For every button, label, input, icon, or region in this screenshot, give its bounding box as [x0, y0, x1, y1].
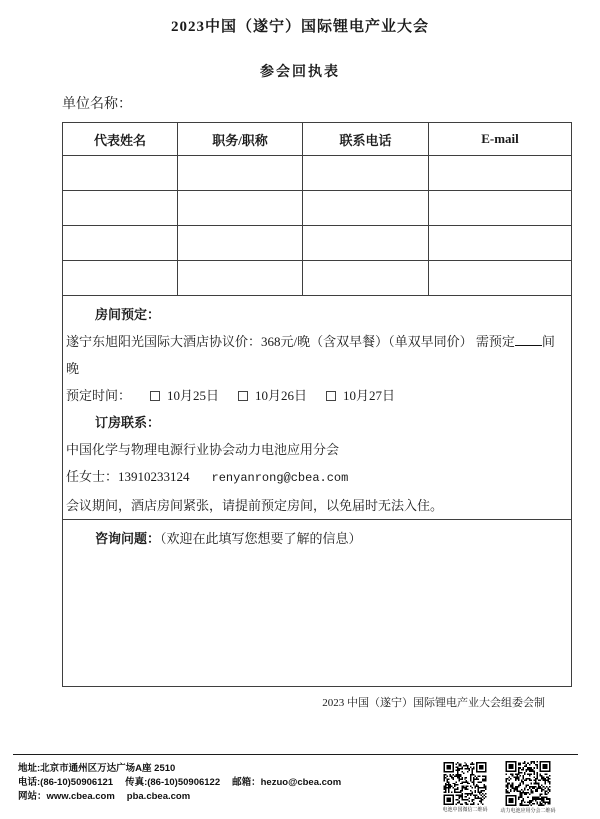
footer-address: 地址:北京市通州区万达广场A座 2510 — [18, 763, 176, 774]
date-option-oct27: 10月27日 — [343, 388, 396, 403]
col-header-phone: 联系电话 — [303, 123, 429, 156]
qr-code-battery-china — [440, 762, 490, 813]
attendee-table — [62, 122, 572, 687]
room-booking-heading: 房间预定： — [95, 307, 161, 322]
booking-contact-email: renyanrong@cbea.com — [211, 471, 349, 485]
col-header-email: E-mail — [429, 123, 572, 156]
cell-position-input[interactable] — [178, 156, 303, 191]
document-subtitle: 参会回执表 — [260, 65, 340, 80]
booking-contact-heading: 订房联系： — [95, 415, 161, 430]
cell-name-input[interactable] — [63, 261, 178, 296]
booking-contact-person: 任女士：13910233124 — [66, 469, 190, 484]
col-header-name: 代表姓名 — [63, 123, 178, 156]
table-row — [63, 191, 572, 226]
cell-name-input[interactable] — [63, 226, 178, 261]
footer-fax: 传真:(86-10)50906122 — [125, 777, 221, 788]
checkbox-oct26-icon[interactable] — [238, 391, 248, 401]
cell-position-input[interactable] — [178, 261, 303, 296]
table-row — [63, 261, 572, 296]
inquiry-section[interactable] — [63, 520, 572, 687]
cell-email-input[interactable] — [429, 156, 572, 191]
checkbox-oct25-icon[interactable] — [150, 391, 160, 401]
inquiry-hint: （欢迎在此填写您想要了解的信息） — [160, 531, 362, 546]
table-header-row — [63, 123, 572, 156]
inquiry-heading: 咨询问题： — [95, 531, 161, 546]
booking-date-label: 预定时间： — [66, 388, 132, 403]
room-booking-row — [63, 296, 572, 520]
cell-email-input[interactable] — [429, 261, 572, 296]
checkbox-oct27-icon[interactable] — [326, 391, 336, 401]
hotel-price-line-wrap: 晚 — [66, 361, 80, 376]
cell-phone-input[interactable] — [303, 156, 429, 191]
footer-website2: pba.cbea.com — [126, 791, 191, 802]
room-booking-section — [63, 296, 572, 520]
qr2-caption: 动力电池应用分会二维码 — [500, 808, 556, 814]
booking-contact-org: 中国化学与物理电源行业协会动力电池应用分会 — [66, 442, 340, 457]
footer-website: 网站：www.cbea.com — [18, 791, 115, 802]
booking-date-row — [66, 382, 567, 409]
footer-phone: 电话:(86-10)50906121 — [18, 777, 114, 788]
cell-name-input[interactable] — [63, 191, 178, 226]
rooms-unit-text: 间 — [541, 334, 555, 349]
cell-name-input[interactable] — [63, 156, 178, 191]
inquiry-row — [63, 520, 572, 687]
cell-email-input[interactable] — [429, 191, 572, 226]
company-name-label: 单位名称： — [62, 97, 132, 112]
qr-code-pba-branch — [500, 761, 556, 814]
document-title: 2023中国（遂宁）国际锂电产业大会 — [170, 19, 429, 35]
cell-phone-input[interactable] — [303, 261, 429, 296]
cell-phone-input[interactable] — [303, 191, 429, 226]
cell-position-input[interactable] — [178, 191, 303, 226]
booking-contact-line — [66, 463, 567, 492]
table-row — [63, 156, 572, 191]
footer-phone-line — [18, 776, 418, 790]
cell-position-input[interactable] — [178, 226, 303, 261]
qr-image-pba-branch — [502, 761, 554, 806]
hotel-price-line — [66, 328, 567, 355]
footer-contact-info — [18, 762, 418, 804]
table-row — [63, 226, 572, 261]
footer-divider — [13, 754, 578, 755]
date-option-oct25: 10月25日 — [167, 388, 220, 403]
qr-image-battery-china — [442, 762, 488, 805]
footer-email: 邮箱：hezuo@cbea.com — [232, 777, 342, 788]
cell-email-input[interactable] — [429, 226, 572, 261]
footer-website-line — [18, 790, 418, 804]
cell-phone-input[interactable] — [303, 226, 429, 261]
booking-notice: 会议期间，酒店房间紧张，请提前预定房间，以免届时无法入住。 — [66, 498, 444, 513]
col-header-position: 职务/职称 — [178, 123, 303, 156]
inquiry-heading-line — [66, 525, 567, 552]
rooms-count-blank-field[interactable] — [515, 333, 542, 346]
committee-note: 2023 中国（遂宁）国际锂电产业大会组委会制 — [322, 697, 545, 709]
hotel-price-text: 遂宁东旭阳光国际大酒店协议价：368元/晚（含双早餐）（单双早同价） 需预定 — [66, 334, 515, 349]
date-option-oct26: 10月26日 — [255, 388, 308, 403]
qr1-caption: 电池中国微信二维码 — [442, 807, 488, 813]
